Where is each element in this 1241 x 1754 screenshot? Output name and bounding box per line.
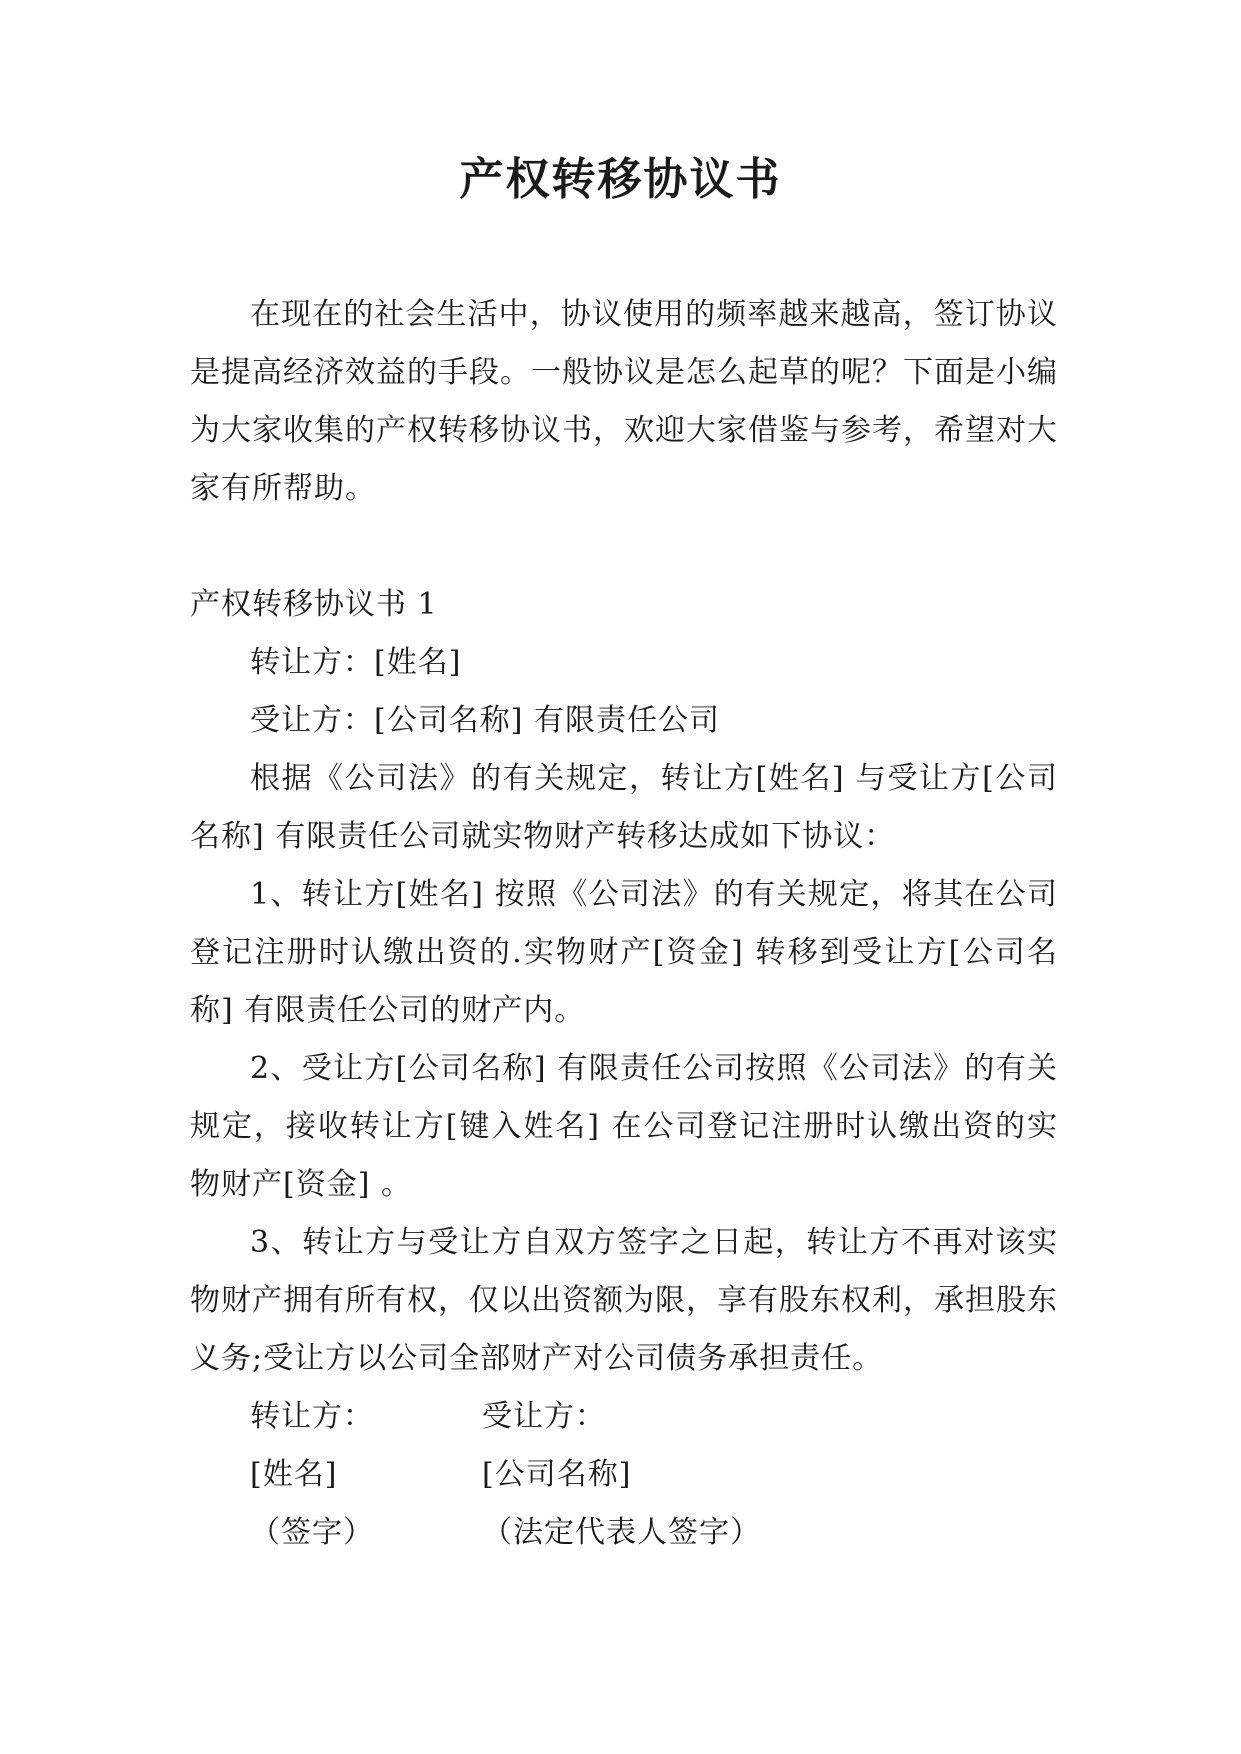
transferee-signature-label: 受让方： — [482, 1399, 606, 1434]
transferee-signature-name: [公司名称] — [482, 1457, 632, 1492]
document-title: 产权转移协议书 — [459, 154, 782, 205]
signature-sign-row — [190, 1504, 1058, 1562]
transferee-sign-note: （法定代表人签字） — [482, 1515, 761, 1550]
transferee-line: 受让方：[公司名称] 有限责任公司 — [250, 703, 720, 738]
signature-label-row — [190, 1388, 1058, 1446]
transferor-signature-name: [姓名] — [250, 1457, 338, 1492]
transferor-line: 转让方：[姓名] — [250, 645, 462, 680]
preamble-paragraph: 根据《公司法》的有关规定，转让方[姓名] 与受让方[公司名称] 有限责任公司就实物财产转移达成如下协议： — [190, 761, 1058, 854]
intro-paragraph: 在现在的社会生活中，协议使用的频率越来越高，签订协议是提高经济效益的手段。一般协议是怎么起草的呢？下面是小编为大家收集的产权转移协议书，欢迎大家借鉴与参考，希望对大家有所帮助。 — [190, 297, 1058, 506]
signature-name-row — [190, 1446, 1058, 1504]
clause-1: 1、转让方[姓名] 按照《公司法》的有关规定，将其在公司登记注册时认缴出资的.实物财产[资金] 转移到受让方[公司名称] 有限责任公司的财产内。 — [190, 877, 1058, 1028]
clause-2: 2、受让方[公司名称] 有限责任公司按照《公司法》的有关规定，接收转让方[键入姓名] 在公司登记注册时认缴出资的实物财产[资金] 。 — [190, 1051, 1058, 1202]
clause-3: 3、转让方与受让方自双方签字之日起，转让方不再对该实物财产拥有所有权，仅以出资额为限，享有股东权利，承担股东义务;受让方以公司全部财产对公司债务承担责任。 — [190, 1225, 1058, 1376]
transferor-sign-note: （签字） — [250, 1515, 374, 1550]
document-body — [190, 286, 1058, 1562]
section-spacer — [190, 518, 1058, 576]
transferor-signature-label: 转让方： — [250, 1399, 374, 1434]
section-heading: 产权转移协议书 1 — [190, 587, 438, 622]
